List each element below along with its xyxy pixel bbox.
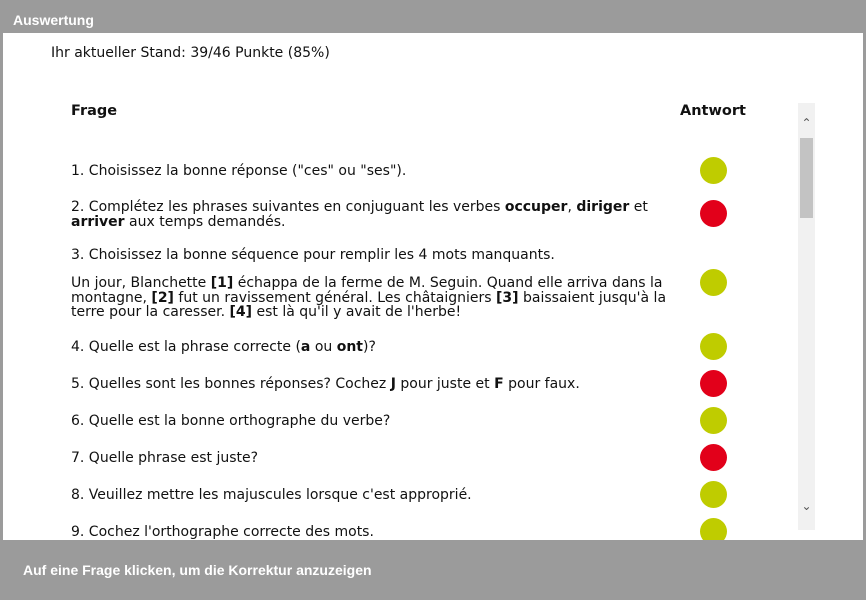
question-text[interactable]: 6. Quelle est la bonne orthographe du verbe? [71,413,391,429]
answer-status-indicator [700,444,727,471]
results-panel [3,33,863,540]
question-text[interactable]: 4. Quelle est la phrase correcte (a ou ont)? [71,339,376,355]
answer-status-indicator [700,481,727,508]
answer-status-indicator [700,269,727,296]
answer-status-indicator [700,157,727,184]
answer-status-indicator [700,333,727,360]
scroll-up-arrow-icon[interactable]: ⌃ [801,116,812,130]
question-text[interactable]: 1. Choisissez la bonne réponse ("ces" ou "ses"). [71,163,407,179]
answer-status-indicator [700,518,727,540]
answer-status-indicator [700,407,727,434]
question-list[interactable] [71,103,781,540]
question-text[interactable]: 5. Quelles sont les bonnes réponses? Cochez J pour juste et F pour faux. [71,376,580,392]
answer-status-indicator [700,370,727,397]
footer-bar [0,540,866,600]
question-text[interactable]: 9. Cochez l'orthographe correcte des mots. [71,524,374,540]
vertical-scrollbar[interactable] [798,103,815,530]
scrollbar-thumb[interactable] [800,138,813,218]
question-text[interactable]: 8. Veuillez mettre les majuscules lorsque c'est approprié. [71,487,472,503]
question-text[interactable]: 7. Quelle phrase est juste? [71,450,259,466]
column-header-answer: Antwort [680,103,746,119]
question-text[interactable]: 2. Complétez les phrases suivantes en conjuguant les verbes occuper, diriger et arriver aux temps demandés. [71,199,648,230]
column-header-question: Frage [71,103,118,119]
question-passage[interactable]: Un jour, Blanchette [1] échappa de la ferme de M. Seguin. Quand elle arriva dans la montagne, [2] fut un ravissement général. Les châtaigniers [3] baissaient jusqu'à la terre pour la caresser. [4] est là qu'il y avait de l'herbe! [71,275,667,320]
question-text[interactable]: 3. Choisissez la bonne séquence pour remplir les 4 mots manquants. [71,247,555,263]
current-score: Ihr aktueller Stand: 39/46 Punkte (85%) [51,45,330,61]
title-bar [0,0,866,33]
footer-hint: Auf eine Frage klicken, um die Korrektur anzuzeigen [23,562,372,578]
answer-status-indicator [700,200,727,227]
window-title: Auswertung [13,12,94,28]
scroll-down-arrow-icon[interactable]: ⌄ [801,499,812,513]
